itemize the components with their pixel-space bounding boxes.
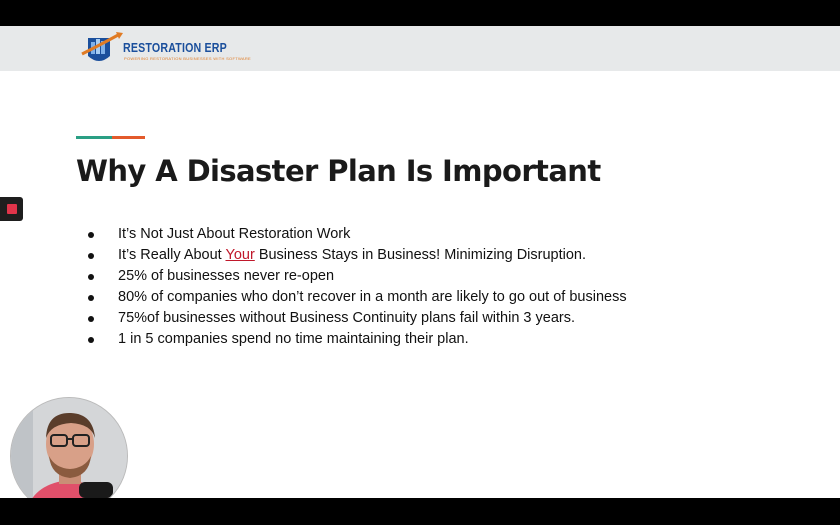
- bullet-emphasis-link[interactable]: Your: [225, 247, 255, 263]
- letterbox-top: [0, 0, 840, 26]
- bullet-text: 80% of companies who don’t recover in a month are likely to go out of business: [118, 289, 627, 305]
- logo-wordmark: RESTORATION ERP: [123, 40, 227, 55]
- slide-title: Why A Disaster Plan Is Important: [76, 154, 601, 188]
- bullet-item: [88, 266, 627, 287]
- bullet-dot-icon: [88, 295, 94, 301]
- bullet-text: 1 in 5 companies spend no time maintaining their plan.: [118, 331, 469, 347]
- stop-recording-icon: [7, 204, 17, 214]
- slide-header-band: [0, 26, 840, 71]
- bullet-dot-icon: [88, 232, 94, 238]
- bullet-item: [88, 308, 627, 329]
- city-skyline-shield-icon: [80, 28, 126, 70]
- bullet-item: [88, 245, 627, 266]
- bullet-item: [88, 287, 627, 308]
- logo-tagline: POWERING RESTORATION BUSINESSES WITH SOFTWARE: [124, 56, 251, 61]
- bullet-item: [88, 329, 627, 350]
- bullet-text: It’s Not Just About Restoration Work: [118, 226, 351, 242]
- presentation-slide: [0, 26, 840, 498]
- bullet-text-before: It’s Really About: [118, 247, 226, 263]
- bullet-text-after: Business Stays in Business! Minimizing Disruption.: [254, 247, 587, 263]
- stop-recording-button[interactable]: [0, 197, 23, 221]
- letterbox-bottom: [0, 498, 840, 525]
- bullet-dot-icon: [88, 274, 94, 280]
- bullet-list: [88, 224, 627, 350]
- accent-bar-green: [76, 136, 112, 139]
- bullet-item: [88, 224, 627, 245]
- bullet-text: 75%of businesses without Business Continuity plans fail within 3 years.: [118, 310, 575, 326]
- bullet-dot-icon: [88, 337, 94, 343]
- company-logo: [80, 28, 251, 70]
- bullet-text: 25% of businesses never re-open: [118, 268, 335, 284]
- bullet-dot-icon: [88, 316, 94, 322]
- accent-bar-orange: [112, 136, 145, 139]
- bullet-dot-icon: [88, 253, 94, 259]
